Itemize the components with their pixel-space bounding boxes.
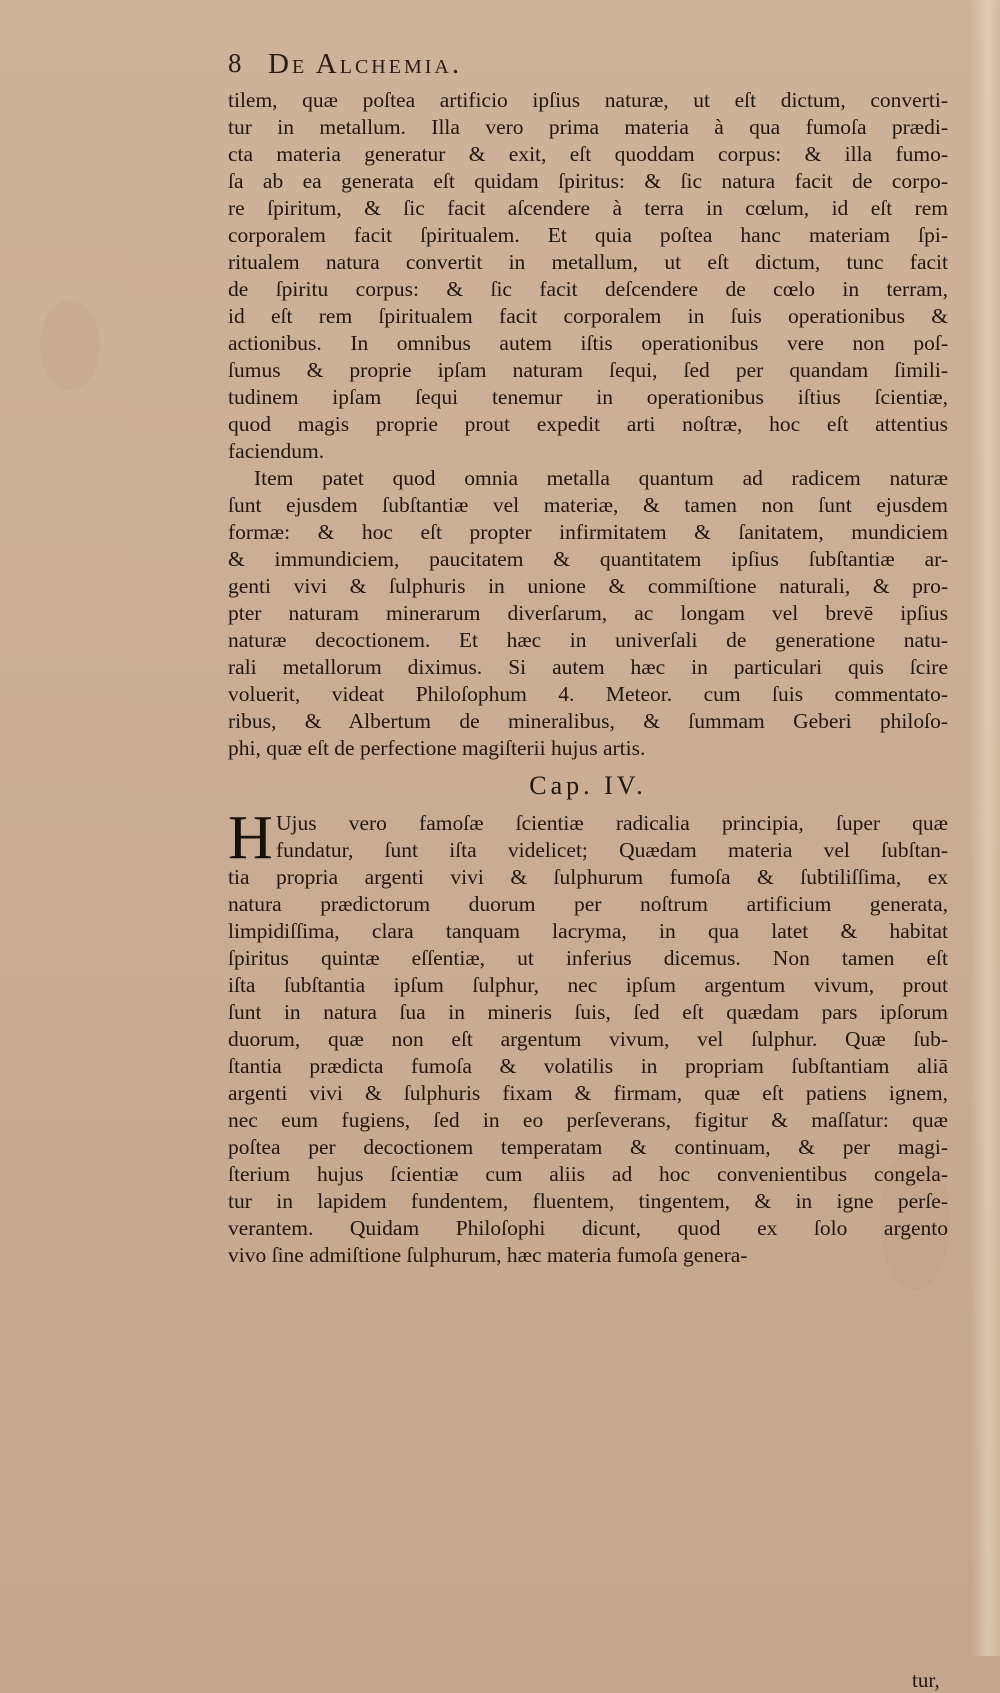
text-line: & immundiciem, paucitatem & quantitatem ipſius ſubſtantiæ ar- <box>228 547 948 571</box>
text-line: tur in lapidem fundentem, fluentem, tingentem, & in igne perſe- <box>228 1189 948 1213</box>
text-line: ſpiritus quintæ eſſentiæ, ut inferius dicemus. Non tamen eſt <box>228 946 948 970</box>
paragraph-3 <box>228 804 948 1269</box>
text-line: poſtea per decoctionem temperatam & continuam, & per magi- <box>228 1135 948 1159</box>
text-line: natura prædictorum duorum per noſtrum artificium generata, <box>228 892 948 916</box>
text-line: ſunt ejusdem ſubſtantiæ vel materiæ, & tamen non ſunt ejusdem <box>228 493 948 517</box>
text-line: phi, quæ eſt de perfectione magiſterii hujus artis. <box>228 736 646 760</box>
running-header <box>228 48 728 88</box>
text-line: iſta ſubſtantia ipſum ſulphur, nec ipſum argentum vivum, prout <box>228 973 948 997</box>
text-line: ſunt in natura ſua in mineris ſuis, ſed eſt quædam pars ipſorum <box>228 1000 948 1024</box>
text-line: Ujus vero famoſæ ſcientiæ radicalia principia, ſuper quæ <box>276 811 948 835</box>
text-line: nec eum fugiens, ſed in eo perſeverans, figitur & maſſatur: quæ <box>228 1108 948 1132</box>
text-line: tilem, quæ poſtea artificio ipſius naturæ, ut eſt dictum, converti- <box>228 88 948 112</box>
text-line: ſtantia prædicta fumoſa & volatilis in propriam ſubſtantiam aliā <box>228 1054 948 1078</box>
text-line: ſterium hujus ſcientiæ cum aliis ad hoc convenientibus congela- <box>228 1162 948 1186</box>
paragraph-2 <box>228 465 948 762</box>
text-line: fundatur, ſunt iſta videlicet; Quædam materia vel ſubſtan- <box>276 838 948 862</box>
paragraph-1 <box>228 87 948 465</box>
page-edge-shadow <box>970 0 1000 1656</box>
paper-stain <box>40 300 100 390</box>
text-line: tia propria argenti vivi & ſulphurum fumoſa & ſubtiliſſima, ex <box>228 865 948 889</box>
text-line: re ſpiritum, & ſic facit aſcendere à terra in cœlum, id eſt rem <box>228 196 948 220</box>
text-line: argenti vivi & ſulphuris fixam & firmam, quæ eſt patiens ignem, <box>228 1081 948 1105</box>
text-line: ribus, & Albertum de mineralibus, & ſummam Geberi philoſo- <box>228 709 948 733</box>
text-line: voluerit, videat Philoſophum 4. Meteor. cum ſuis commentato- <box>228 682 948 706</box>
text-line: faciendum. <box>228 439 325 463</box>
text-line: vivo ſine admiſtione ſulphurum, hæc materia fumoſa genera- <box>228 1243 748 1267</box>
paragraph-3-lines <box>228 804 948 1269</box>
text-line: naturæ decoctionem. Et hæc in univerſali de generatione natu- <box>228 628 948 652</box>
text-line: tudinem ipſam ſequi tenemur in operationibus iſtius ſcientiæ, <box>228 385 948 409</box>
text-line: duorum, quæ non eſt argentum vivum, vel ſulphur. Quæ ſub- <box>228 1027 948 1051</box>
text-line: de ſpiritu corpus: & ſic facit deſcendere de cœlo in terram, <box>228 277 948 301</box>
text-line: pter naturam minerarum diverſarum, ac longam vel brevē ipſius <box>228 601 948 625</box>
text-line: id eſt rem ſpiritualem facit corporalem in ſuis operationibus & <box>228 304 948 328</box>
text-line: Item patet quod omnia metalla quantum ad radicem naturæ <box>254 466 948 490</box>
body-text <box>228 87 948 1269</box>
text-line: cta materia generatur & exit, eſt quoddam corpus: & illa fumo- <box>228 142 948 166</box>
chapter-heading: Cap. IV. <box>529 771 647 800</box>
text-line: formæ: & hoc eſt propter infirmitatem & ſanitatem, mundiciem <box>228 520 948 544</box>
text-line: ritualem natura convertit in metallum, ut eſt dictum, tunc facit <box>228 250 948 274</box>
text-line: tur in metallum. Illa vero prima materia à qua fumoſa prædi- <box>228 115 948 139</box>
running-title: De Alchemia. <box>268 48 463 80</box>
drop-capital: H <box>228 804 273 872</box>
text-line: corporalem facit ſpiritualem. Et quia poſtea hanc materiam ſpi- <box>228 223 948 247</box>
text-line: genti vivi & ſulphuris in unione & commiſtione naturali, & pro- <box>228 574 948 598</box>
text-line: ſa ab ea generata eſt quidam ſpiritus: & ſic natura facit de corpo- <box>228 169 948 193</box>
text-line: actionibus. In omnibus autem iſtis operationibus vere non poſ- <box>228 331 948 355</box>
page-number: 8 <box>228 48 243 78</box>
text-line: quod magis proprie prout expedit arti noſtræ, hoc eſt attentius <box>228 412 948 436</box>
text-line: verantem. Quidam Philoſophi dicunt, quod ex ſolo argento <box>228 1216 948 1240</box>
text-line: limpidiſſima, clara tanquam lacryma, in qua latet & habitat <box>228 919 948 943</box>
text-line: rali metallorum diximus. Si autem hæc in particulari quis ſcire <box>228 655 948 679</box>
catchword: tur, <box>912 1668 940 1692</box>
text-line: ſumus & proprie ipſam naturam ſequi, ſed per quandam ſimili- <box>228 358 948 382</box>
